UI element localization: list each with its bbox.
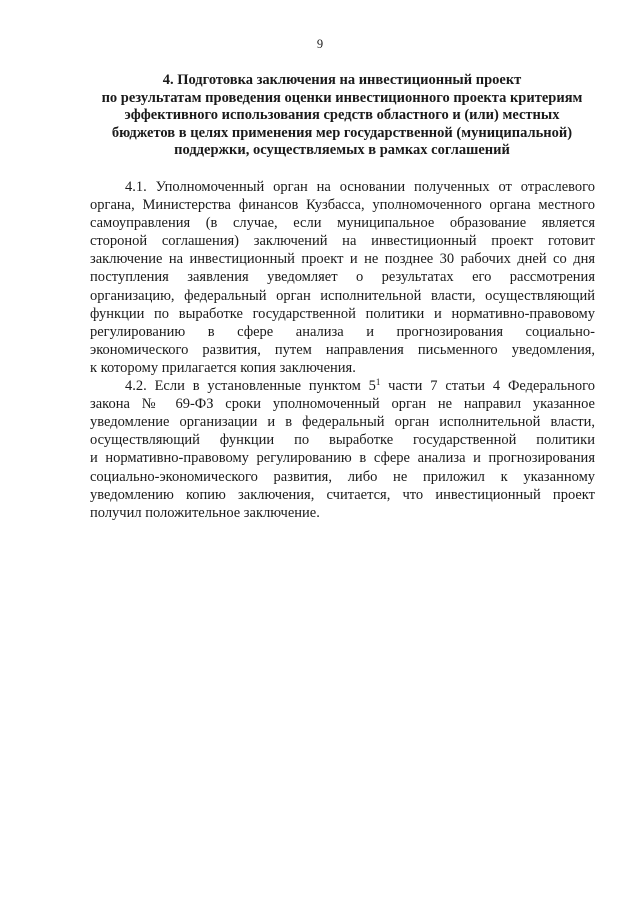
heading-line: бюджетов в целях применения мер государственной (муниципальной) <box>111 124 573 141</box>
paragraph-line: и нормативно-правовому регулированию в сфере анализа и прогнозирования <box>90 450 595 467</box>
paragraph-line: стороной соглашения) заключений на инвестиционный проект готовит <box>90 233 595 250</box>
paragraph-line: органа, Министерства финансов Кузбасса, уполномоченного органа местного <box>90 197 595 214</box>
heading-line: по результатам проведения оценки инвестиционного проекта критериям <box>101 89 583 106</box>
paragraph-line: получил положительное заключение. <box>90 504 320 521</box>
paragraph-line: социально-экономического развития, либо не приложил к указанному <box>90 468 595 485</box>
section-heading <box>83 72 601 160</box>
page-number: 9 <box>316 37 324 51</box>
paragraph-4-2 <box>90 377 595 522</box>
paragraph-line: функции по выработке государственной политики и нормативно-правовому <box>90 305 595 322</box>
paragraph-line: поступления заявления уведомляет о результатах его рассмотрения <box>90 269 595 286</box>
paragraph-line: заключение на инвестиционный проект и не позднее 30 рабочих дней со дня <box>90 251 595 268</box>
paragraph-line: организацию, федеральный орган исполнительной власти, осуществляющий <box>90 287 595 304</box>
paragraph-line: экономического развития, путем направления письменного уведомления, <box>90 341 595 358</box>
paragraph-line: закона № 69-ФЗ сроки уполномоченный орган не направил указанное <box>90 396 595 413</box>
paragraph-4-1 <box>90 178 595 377</box>
paragraph-line: уведомлению копию заключения, считается, что инвестиционный проект <box>90 486 595 503</box>
heading-line: поддержки, осуществляемых в рамках соглашений <box>174 142 510 158</box>
paragraph-text: 4.2. Если в установленные пунктом 5 <box>125 378 376 395</box>
document-body <box>90 178 595 522</box>
paragraph-line: к которому прилагается копия заключения. <box>90 359 356 376</box>
paragraph-line: регулированию в сфере анализа и прогнозирования социально- <box>90 323 595 340</box>
paragraph-text: части 7 статьи 4 Федерального <box>380 378 595 395</box>
paragraph-line <box>90 377 595 395</box>
heading-line: эффективного использования средств областного и (или) местных <box>124 107 560 123</box>
superscript-number: 1 <box>375 377 381 388</box>
paragraph-line: осуществляющий функции по выработке государственной политики <box>90 432 595 449</box>
paragraph-line: самоуправления (в случае, если муниципальное образование является <box>90 215 595 232</box>
heading-line: 4. Подготовка заключения на инвестиционный проект <box>162 72 522 88</box>
paragraph-line: 4.1. Уполномоченный орган на основании полученных от отраслевого <box>125 179 595 195</box>
paragraph-line: уведомление организации и в федеральный орган исполнительной власти, <box>90 414 595 431</box>
